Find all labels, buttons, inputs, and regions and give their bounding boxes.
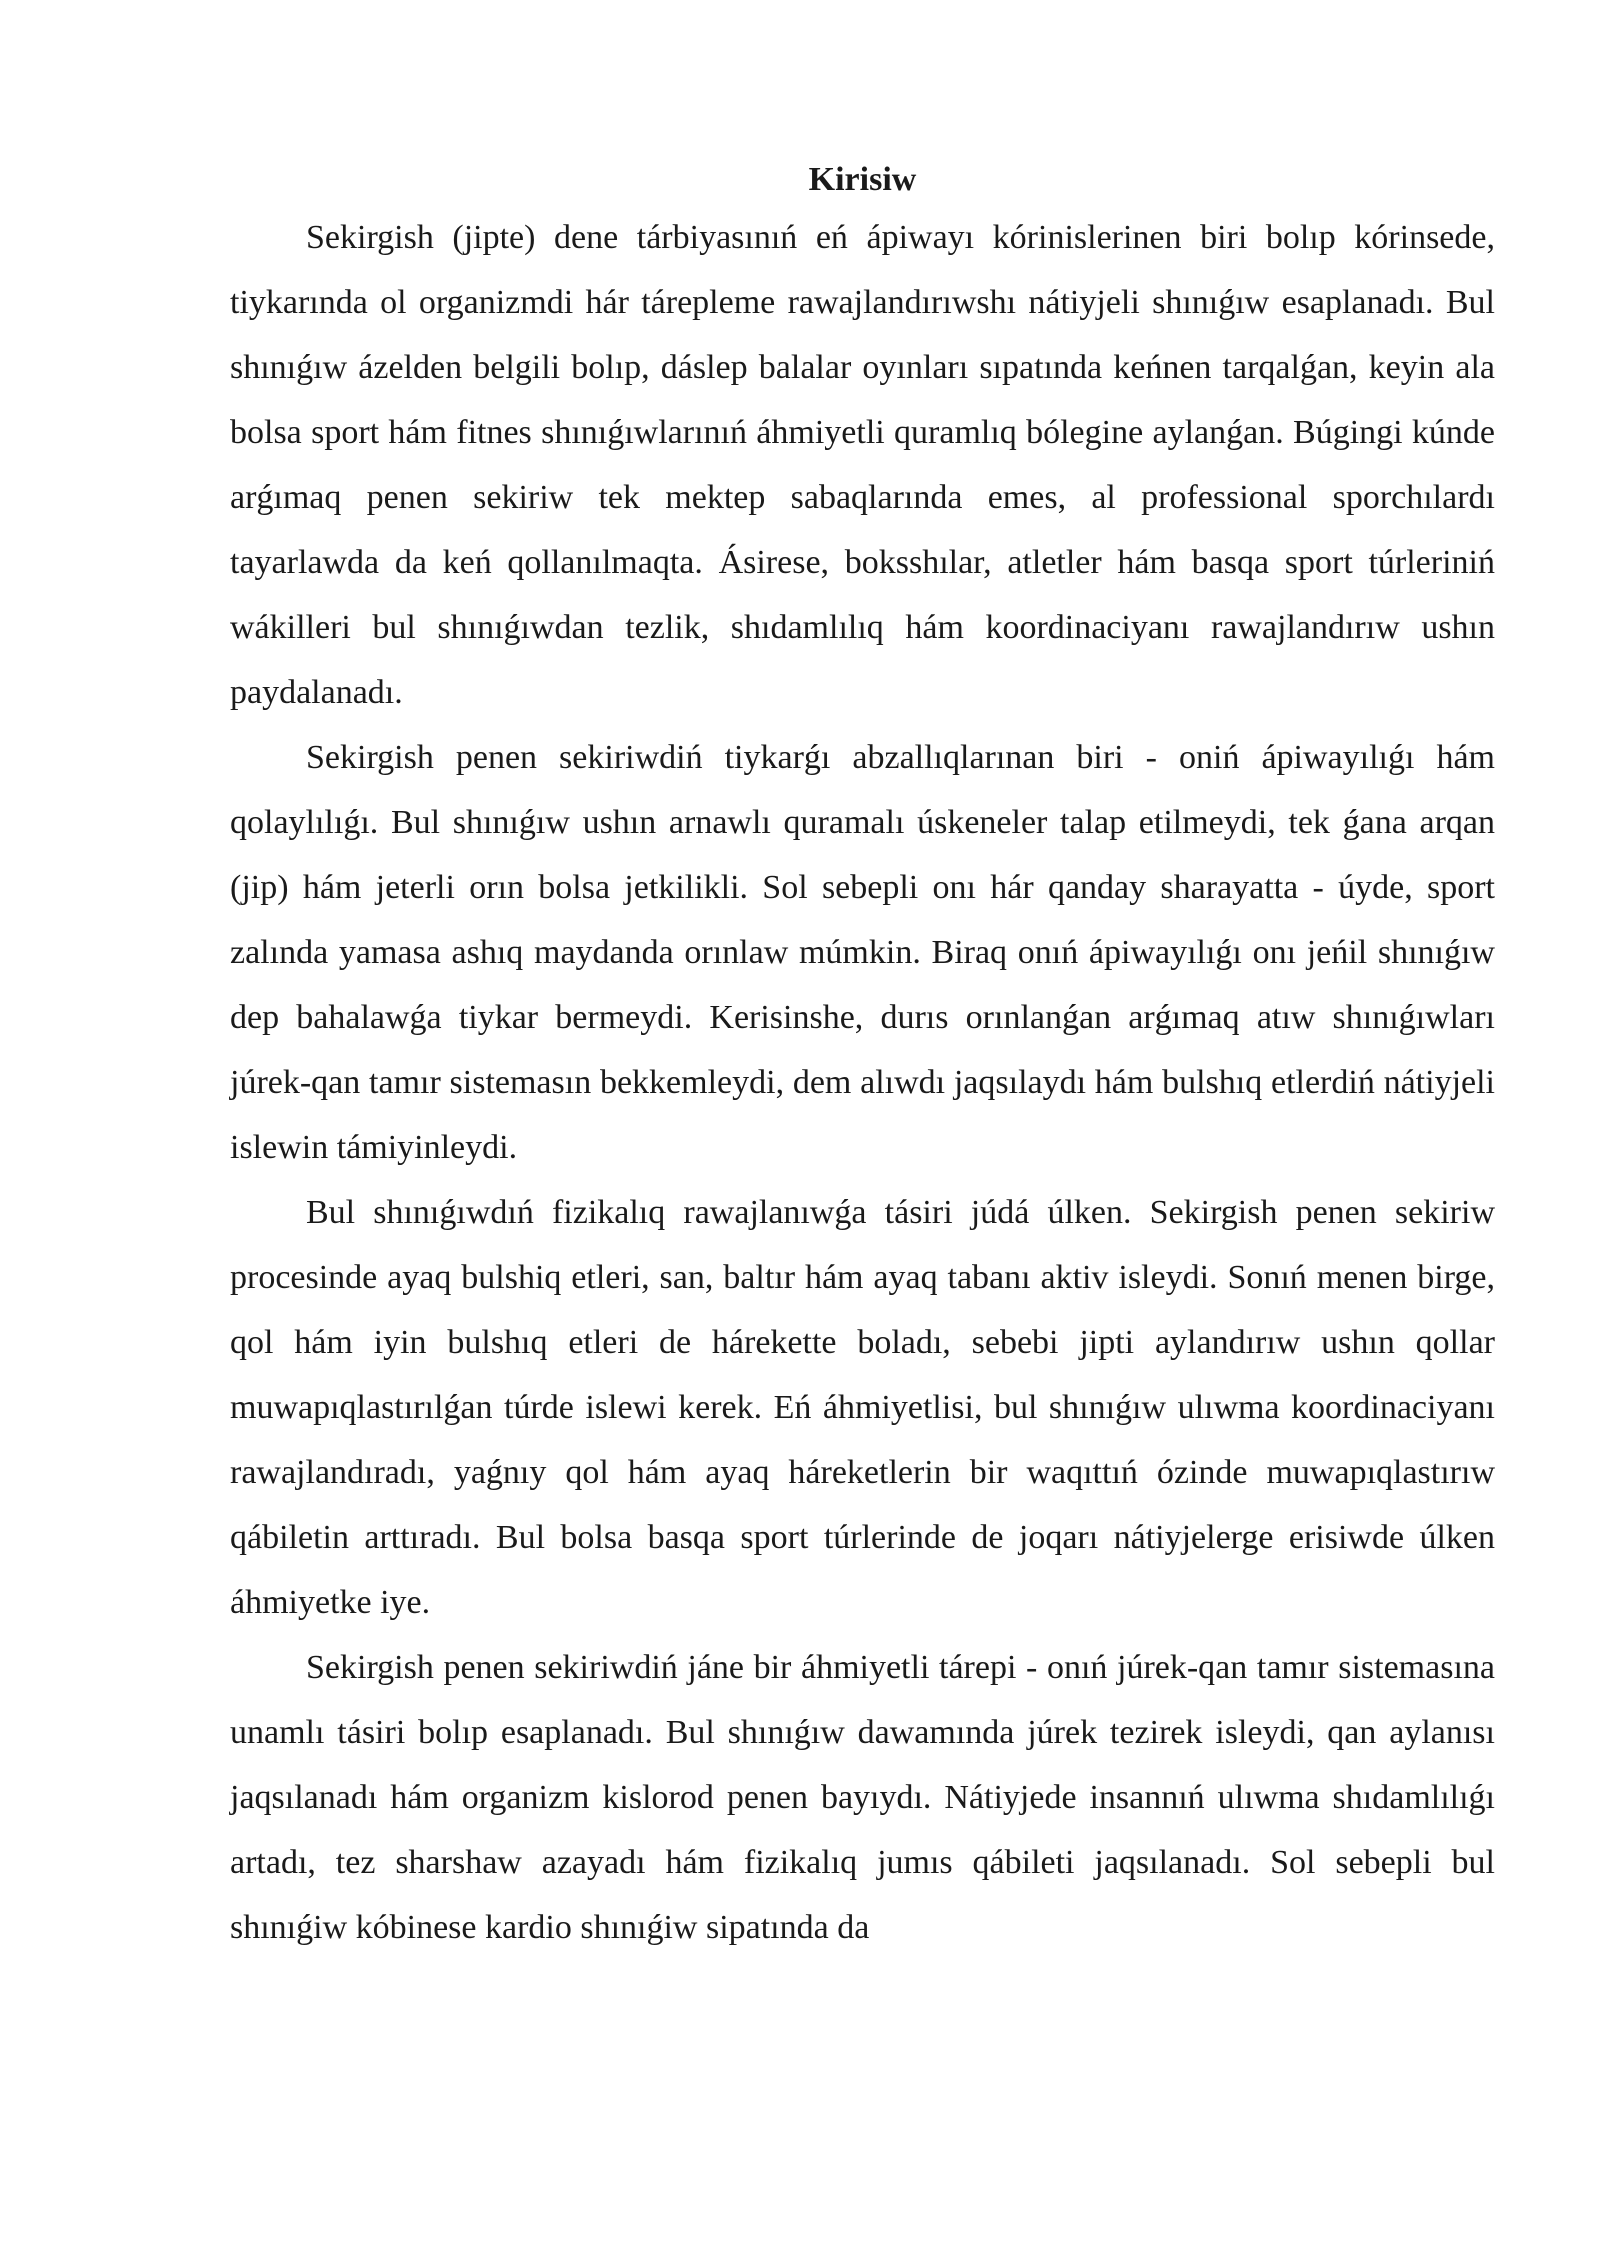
paragraph-2: Sekirgish penen sekiriwdiń tiykarǵı abzallıqlarınan biri - oniń ápiwayılıǵı hám qolaylılıǵı. Bul shınıǵıw ushın arnawlı quramalı úskeneler talap etilmeydi, tek ǵana arqan (jip) hám jeterli orın bolsa jetkilikli. Sol sebepli onı hár qanday sharayatta - úyde, sport zalında yamasa ashıq maydanda orınlaw múmkin. Biraq onıń ápiwayılıǵı onı jeńil shınıǵıw dep bahalawǵa tiykar bermeydi. Kerisinshe, durıs orınlanǵan arǵımaq atıw shınıǵıwları júrek-qan tamır sistemasın bekkemleydi, dem alıwdı jaqsılaydı hám bulshıq etlerdiń nátiyjeli islewin támiyinleydi. xyxy=(230,739,1495,1166)
paragraph-4: Sekirgish penen sekiriwdiń jáne bir áhmiyetli tárepi - onıń júrek-qan tamır sistemasına unamlı tásiri bolıp esaplanadı. Bul shınıǵıw dawamında júrek tezirek isleydi, qan aylanısı jaqsılanadı hám organizm kislorod penen bayıydı. Nátiyjede insannıń ulıwma shıdamlılıǵı artadı, tez sharshaw azayadı hám fizikalıq jumıs qábileti jaqsılanadı. Sol sebepli bul shınıǵiw kóbinese kardio shınıǵiw sipatında da xyxy=(230,1649,1495,1946)
paragraph-3: Bul shınıǵıwdıń fizikalıq rawajlanıwǵa tásiri júdá úlken. Sekirgish penen sekiriw procesinde ayaq bulshiq etleri, san, baltır hám ayaq tabanı aktiv isleydi. Sonıń menen birge, qol hám iyin bulshıq etleri de hárekette boladı, sebebi jipti aylandırıw ushın qollar muwapıqlastırılǵan túrde islewi kerek. Eń áhmiyetlisi, bul shınıǵıw ulıwma koordinaciyanı rawajlandıradı, yaǵnıy qol hám ayaq háreketlerin bir waqıttıń ózinde muwapıqlastırıw qábiletin arttıradı. Bul bolsa basqa sport túrlerinde de joqarı nátiyjelerge erisiwde úlken áhmiyetke iye. xyxy=(230,1194,1495,1621)
document-body xyxy=(230,150,1495,1960)
document-title: Kirisiw xyxy=(808,161,917,198)
paragraph-1: Sekirgish (jipte) dene tárbiyasınıń eń ápiwayı kórinislerinen biri bolıp kórinsede, tiykarında ol organizmdi hár tárepleme rawajlandırıwshı nátiyjeli shınıǵıw esaplanadı. Bul shınıǵıw ázelden belgili bolıp, dáslep balalar oyınları sıpatında keńnen tarqalǵan, keyin ala bolsa sport hám fitnes shınıǵıwlarınıń áhmiyetli quramlıq bólegine aylanǵan. Búgingi kúnde arǵımaq penen sekiriw tek mektep sabaqlarında emes, al professional sporchılardı tayarlawda da keń qollanılmaqta. Ásirese, boksshılar, atletler hám basqa sport túrleriniń wákilleri bul shınıǵıwdan tezlik, shıdamlılıq hám koordinaciyanı rawajlandırıw ushın paydalanadı. xyxy=(230,219,1495,711)
